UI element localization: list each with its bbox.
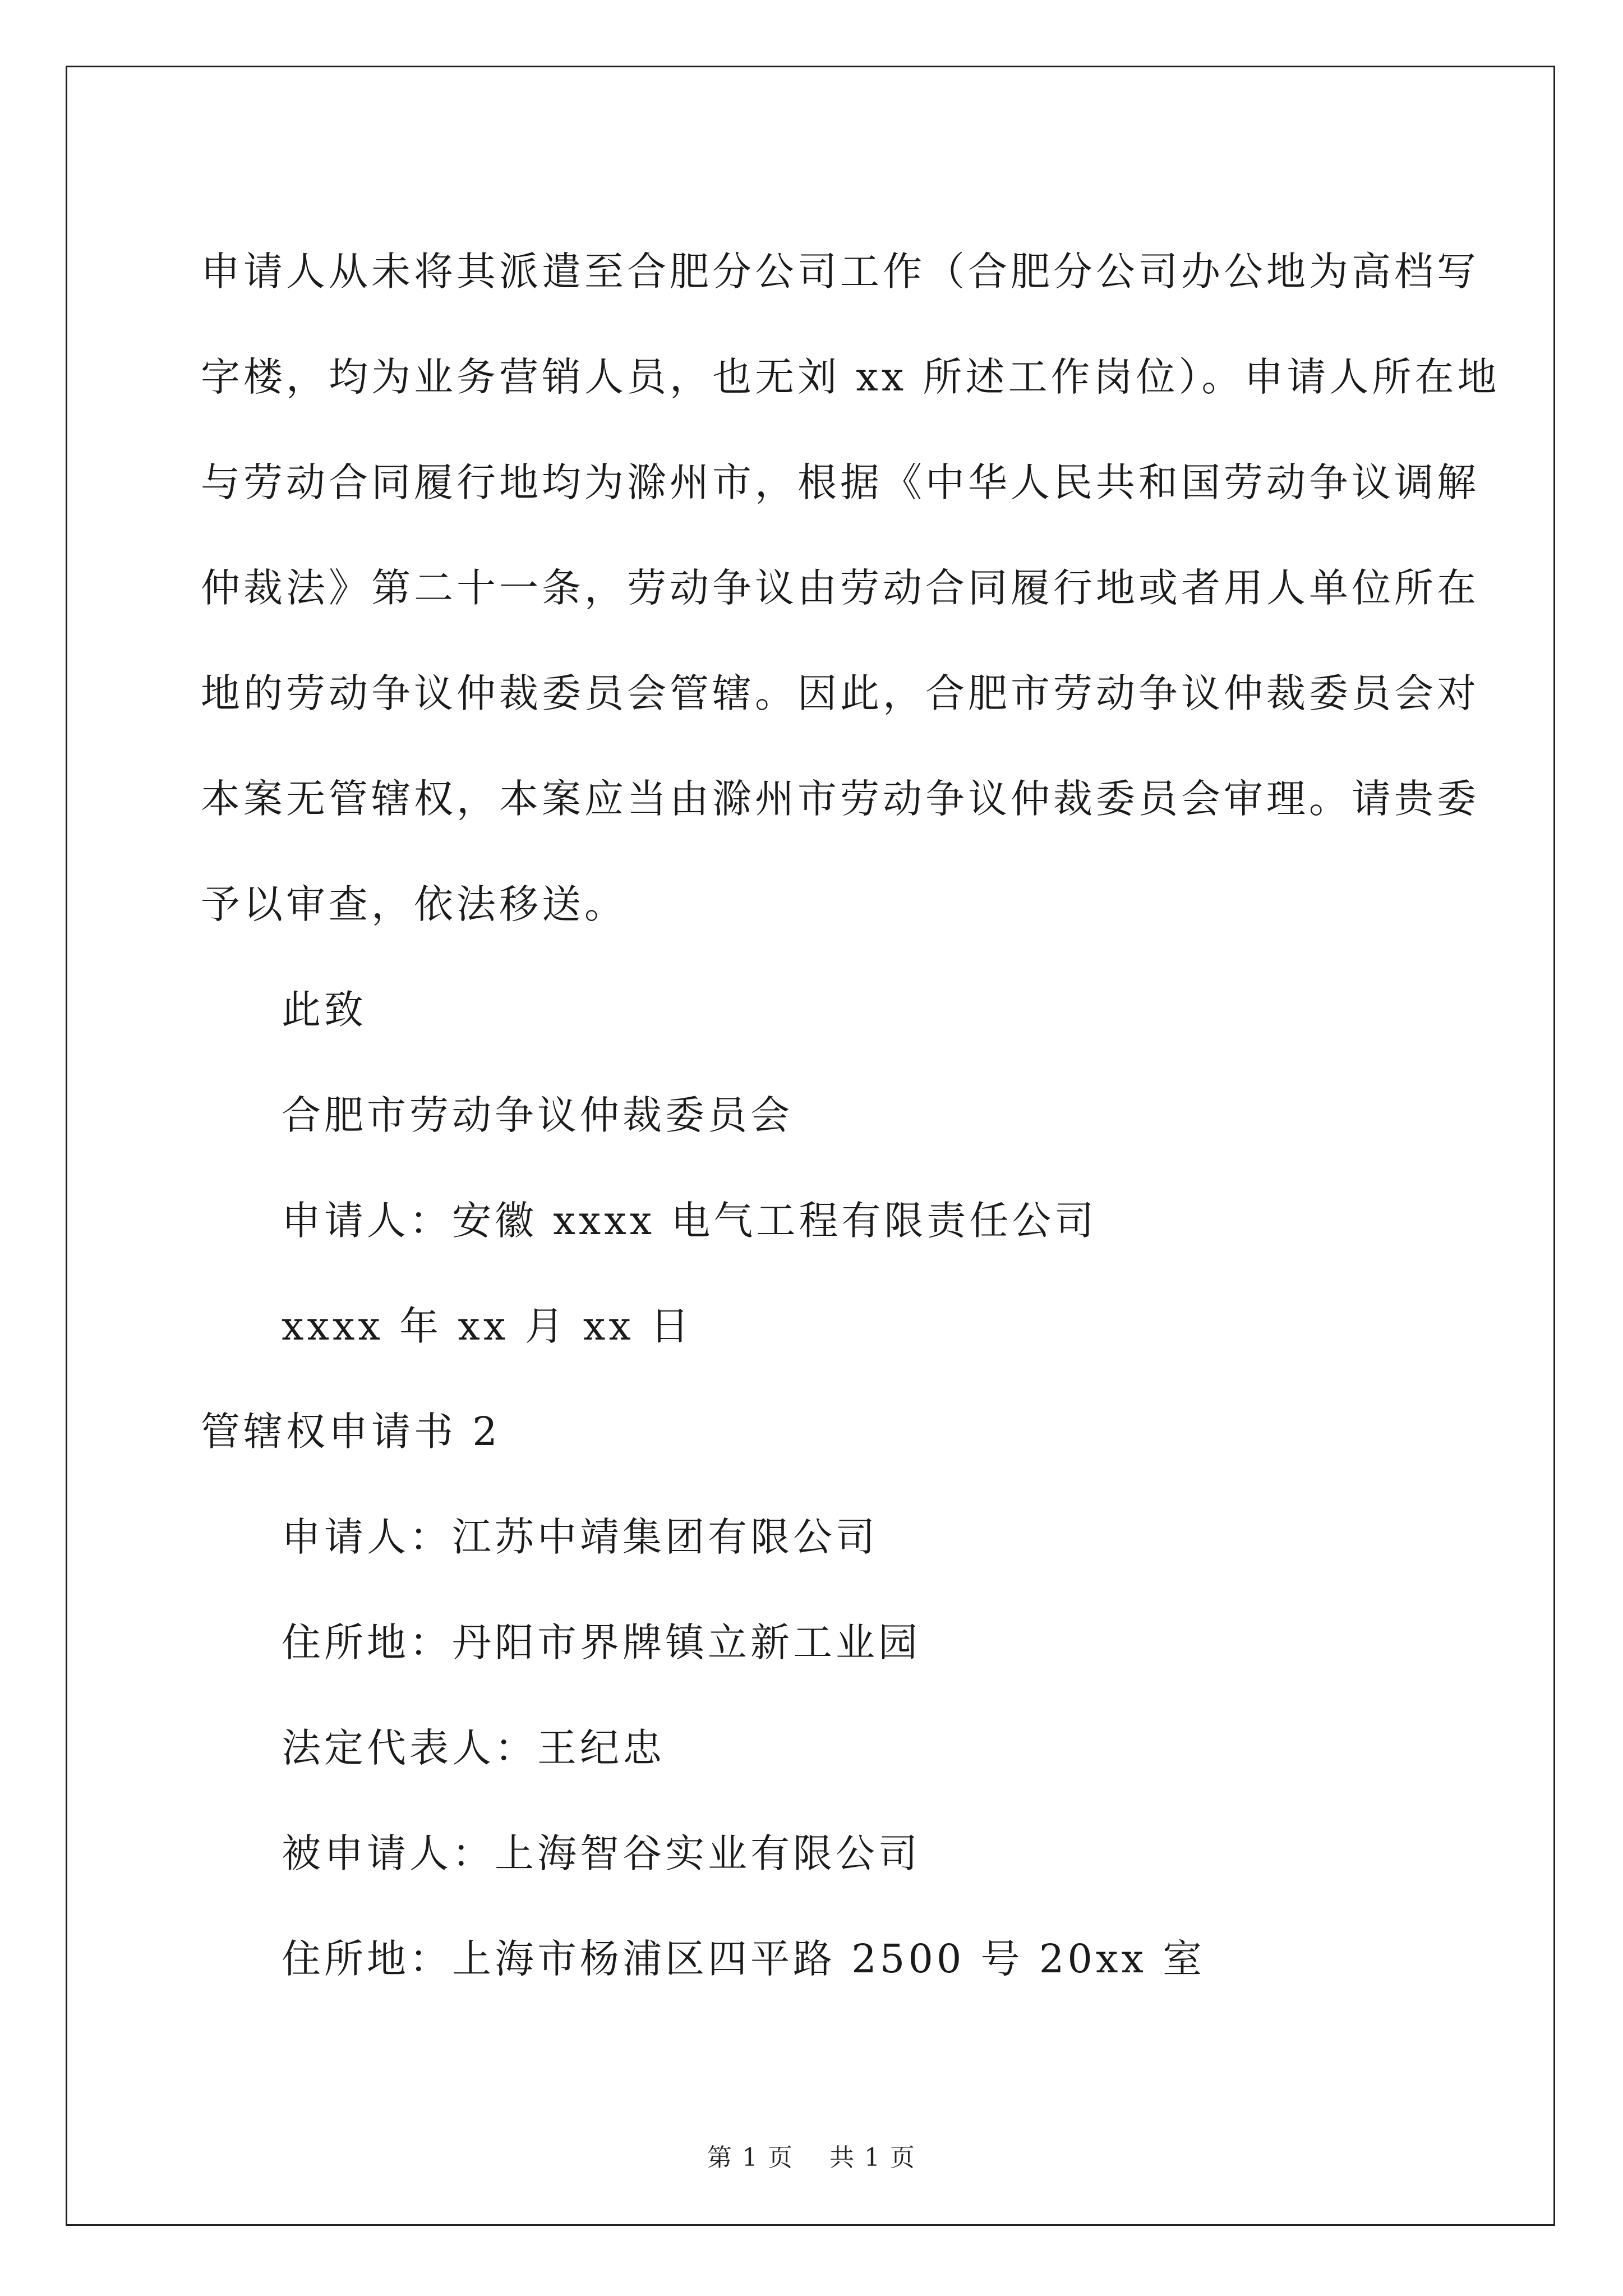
- paragraph-line-6: 本案无管辖权，本案应当由滁州市劳动争议仲裁委员会审理。请贵委: [201, 776, 1479, 822]
- page-footer: 第 1 页 共 1 页: [707, 2143, 916, 2172]
- paragraph-line-5: 地的劳动争议仲裁委员会管辖。因此，合肥市劳动争议仲裁委员会对: [201, 670, 1479, 716]
- paragraph-line-1: 申请人从未将其派遣至合肥分公司工作（合肥分公司办公地为高档写: [201, 249, 1479, 295]
- paragraph-line-7: 予以审查，依法移送。: [201, 881, 627, 927]
- respondent: 被申请人：上海智谷实业有限公司: [282, 1830, 921, 1876]
- respondent-address: 住所地：上海市杨浦区四平路 2500 号 20xx 室: [282, 1936, 1206, 1982]
- salutation: 此致: [282, 987, 367, 1033]
- applicant-signature: 申请人：安徽 xxxx 电气工程有限责任公司: [282, 1198, 1098, 1244]
- section-title: 管辖权申请书 2: [201, 1409, 501, 1455]
- recipient: 合肥市劳动争议仲裁委员会: [282, 1092, 793, 1138]
- paragraph-line-2: 字楼，均为业务营销人员，也无刘 xx 所述工作岗位）。申请人所在地: [201, 354, 1500, 400]
- legal-representative: 法定代表人：王纪忠: [282, 1725, 665, 1771]
- date: xxxx 年 xx 月 xx 日: [282, 1303, 693, 1349]
- paragraph-line-4: 仲裁法》第二十一条，劳动争议由劳动合同履行地或者用人单位所在: [201, 565, 1479, 611]
- applicant: 申请人：江苏中靖集团有限公司: [282, 1514, 878, 1560]
- document-body: [201, 219, 1500, 2012]
- applicant-address: 住所地：丹阳市界牌镇立新工业园: [282, 1619, 921, 1665]
- paragraph-line-3: 与劳动合同履行地均为滁州市，根据《中华人民共和国劳动争议调解: [201, 459, 1479, 505]
